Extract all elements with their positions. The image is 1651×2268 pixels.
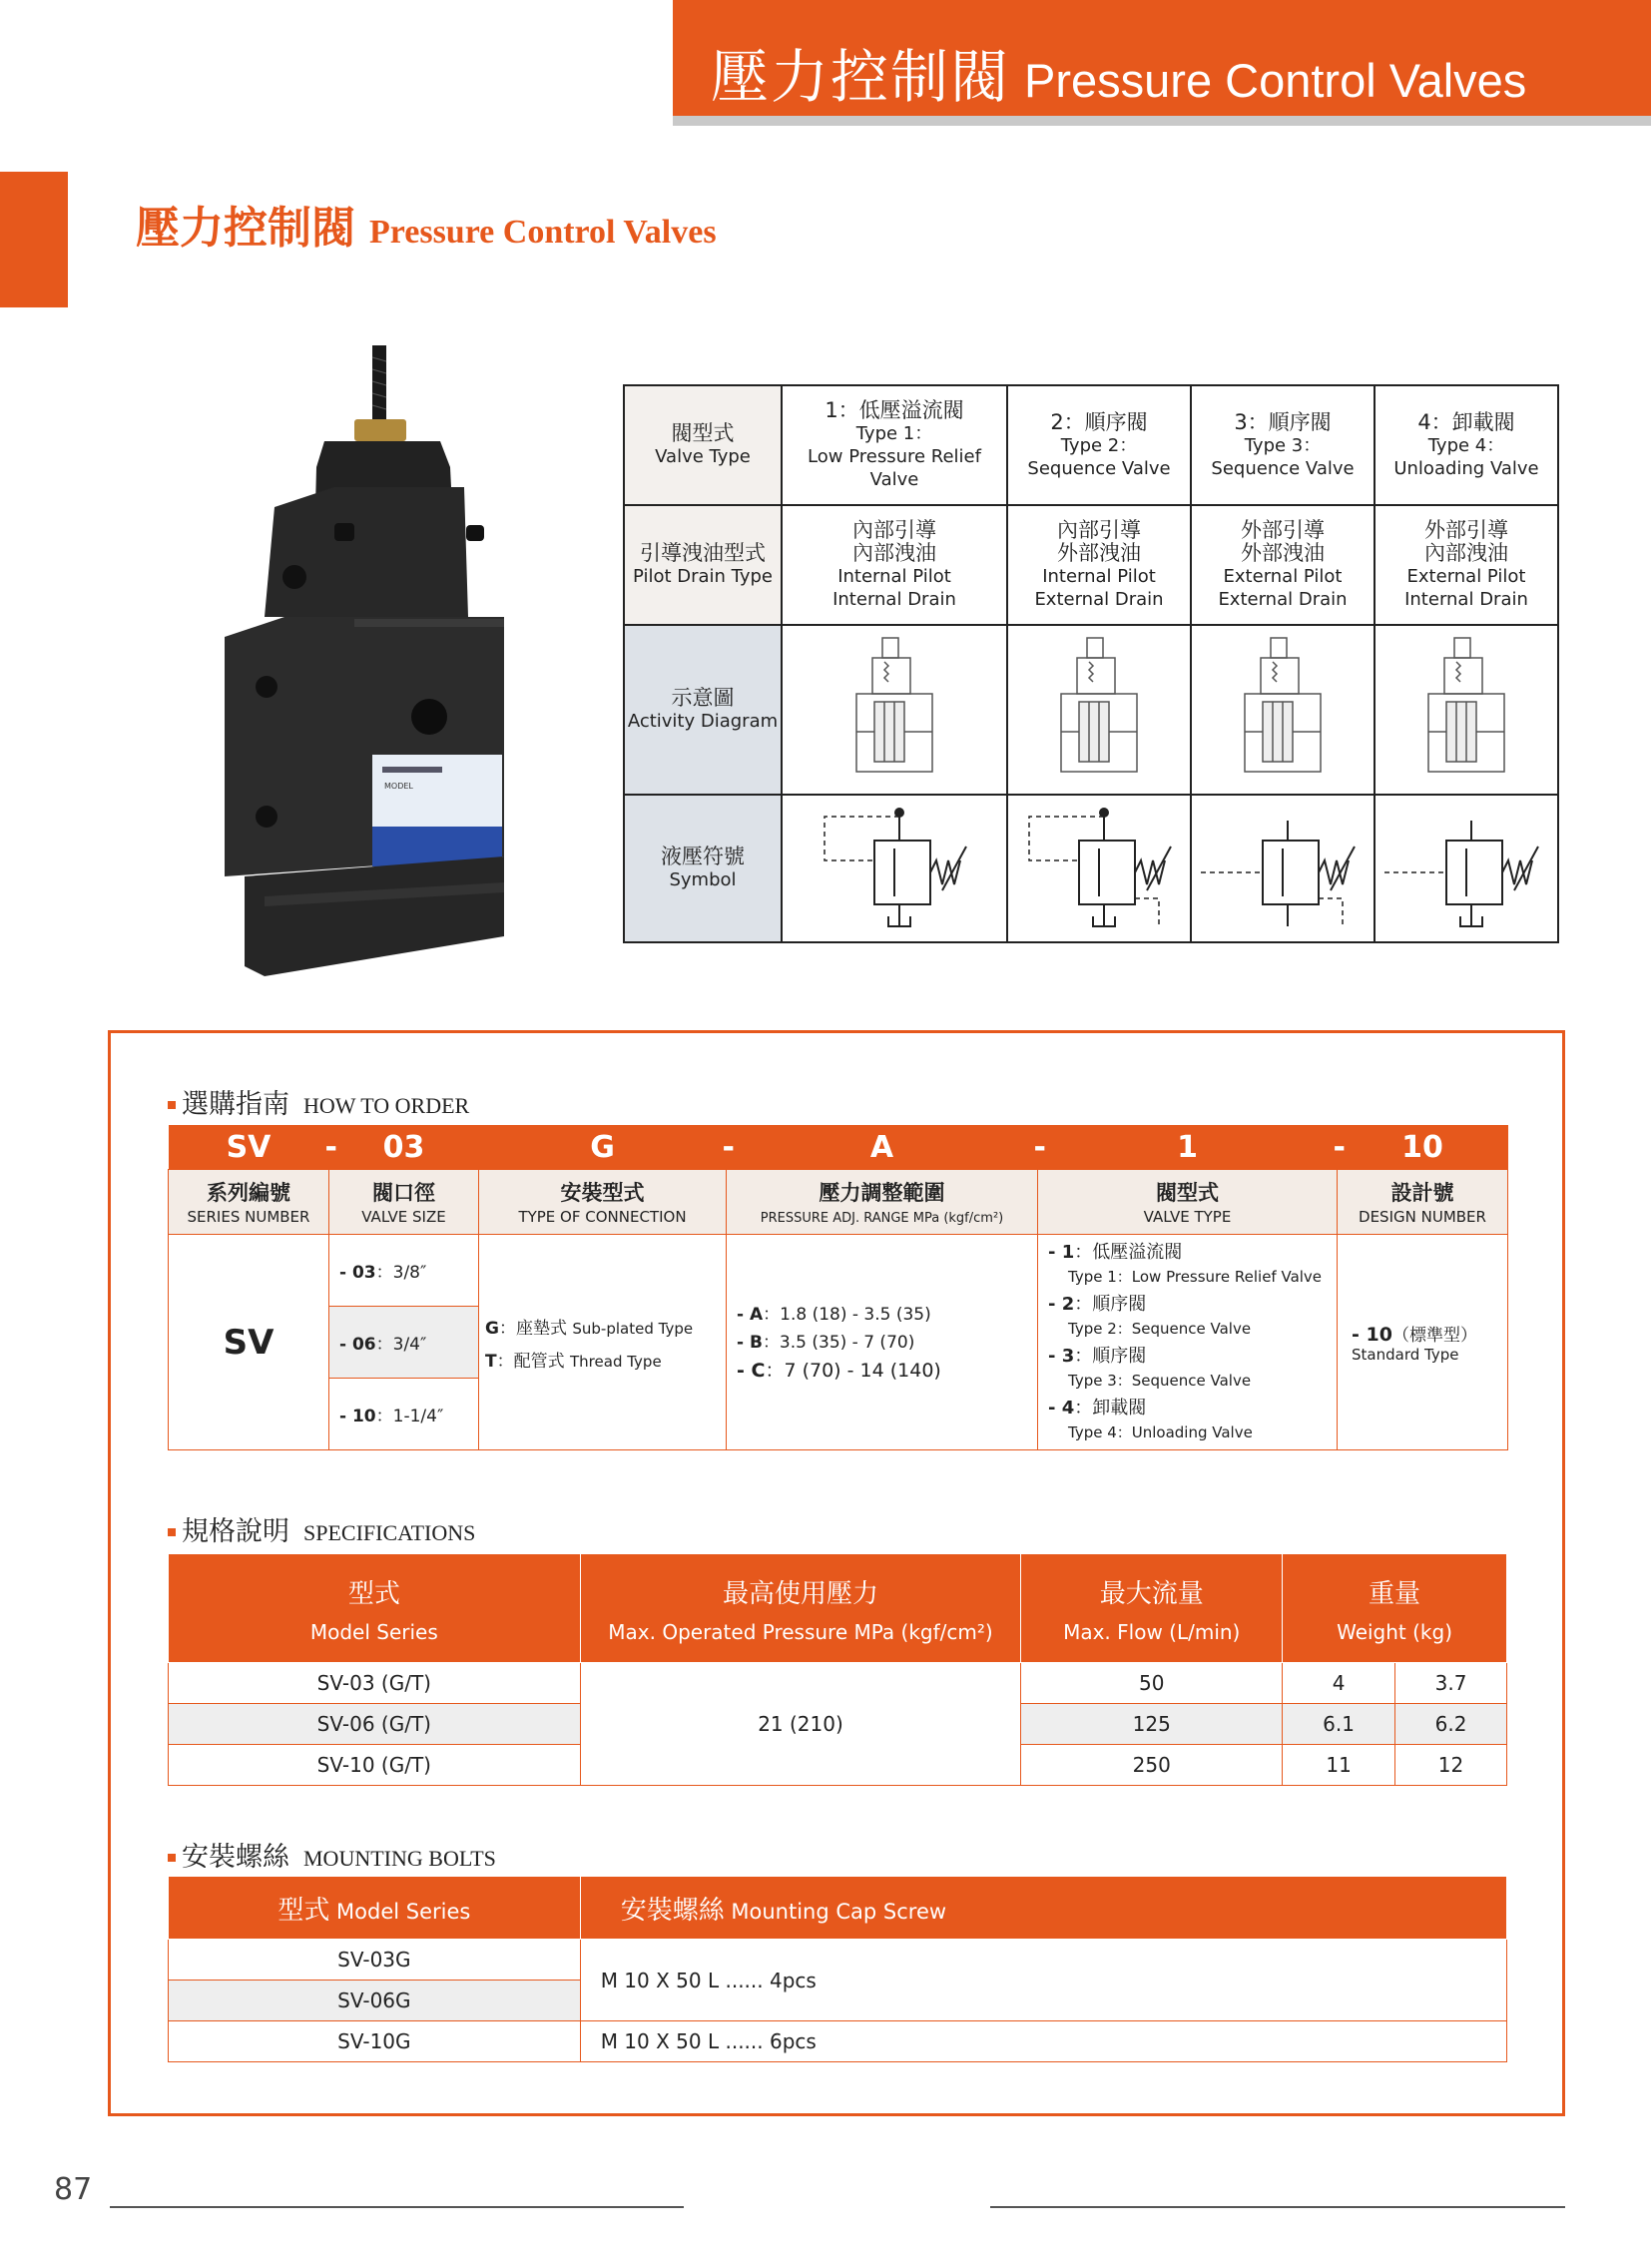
order-column-header-row	[169, 1170, 1508, 1235]
valve-type-4: 4：卸載閥 Type 4： Unloading Valve	[1375, 385, 1558, 505]
col-size: 閥口徑 VALVE SIZE	[329, 1170, 479, 1235]
activity-diagram-row	[624, 625, 1558, 795]
activity-diagram-icon	[1416, 632, 1516, 782]
order-code-row	[169, 1125, 1508, 1170]
size-03: - 03：3/8″	[329, 1235, 479, 1307]
spec-col-weight: 重量 Weight (kg)	[1283, 1554, 1507, 1663]
design-option: - 10（標準型） Standard Type	[1338, 1235, 1508, 1450]
valve-type-3: 3：順序閥 Type 3： Sequence Valve	[1191, 385, 1375, 505]
row-header-activity-diagram: 示意圖 Activity Diagram	[624, 625, 782, 795]
spec-col-flow: 最大流量 Max. Flow (L/min)	[1021, 1554, 1283, 1663]
symbol-3	[1191, 795, 1375, 942]
how-to-order-table	[168, 1125, 1508, 1450]
hydraulic-symbol-icon	[805, 801, 984, 930]
row-header-pilot-drain: 引導洩油型式 Pilot Drain Type	[624, 505, 782, 625]
size-06: - 06：3/4″	[329, 1307, 479, 1379]
hydraulic-symbol-icon	[1009, 801, 1189, 930]
code-size: 03	[382, 1129, 425, 1165]
col-valve-type: 閥型式 VALVE TYPE	[1038, 1170, 1338, 1235]
activity-diagram-3	[1191, 625, 1375, 795]
activity-diagram-1	[782, 625, 1007, 795]
valve-type-table	[623, 384, 1559, 943]
section-title-en: Pressure Control Valves	[369, 214, 717, 251]
code-series: SV	[226, 1129, 272, 1165]
pilot-drain-4: 外部引導 內部洩油 External Pilot Internal Drain	[1375, 505, 1558, 625]
how-to-order-heading: 選購指南 HOW TO ORDER	[168, 1082, 469, 1121]
side-accent-bar	[0, 172, 68, 307]
col-range: 壓力調整範圍 PRESSURE ADJ. RANGE MPa (kgf/cm²)	[727, 1170, 1038, 1235]
row-header-valve-type: 閥型式 Valve Type	[624, 385, 782, 505]
table-row: SV-10G M 10 X 50 L ...... 6pcs	[169, 2021, 1507, 2062]
range-options: - A：1.8 (18) - 3.5 (35) - B：3.5 (35) - 7 (70) - C：7 (70) - 14 (140)	[727, 1235, 1038, 1450]
code-connection: G	[590, 1129, 615, 1165]
header-banner-shadow	[673, 116, 1651, 126]
spec-col-pressure: 最高使用壓力 Max. Operated Pressure MPa (kgf/cm²)	[580, 1554, 1021, 1663]
row-header-symbol: 液壓符號 Symbol	[624, 795, 782, 942]
order-code-strip: SV - 03 G - A - 1 - 10	[169, 1125, 1508, 1169]
series-value: SV	[169, 1235, 329, 1450]
header-title-en: Pressure Control Valves	[1024, 54, 1527, 107]
valve-product-photo	[205, 337, 524, 986]
spec-pressure-value: 21 (210)	[580, 1663, 1021, 1786]
symbol-row	[624, 795, 1558, 942]
table-row: SV-06 (G/T) 125 6.1 6.2	[169, 1704, 1507, 1745]
hydraulic-symbol-icon	[1193, 801, 1373, 930]
table-row: SV-03G M 10 X 50 L ...... 4pcs	[169, 1940, 1507, 1981]
code-valve-type: 1	[1177, 1129, 1198, 1165]
page-number: 87	[54, 2172, 93, 2207]
mounting-bolts-heading: 安裝螺絲 MOUNTING BOLTS	[168, 1835, 496, 1874]
connection-options: G：座墊式 Sub-plated Type T：配管式 Thread Type	[479, 1235, 727, 1450]
bolt-screw-a: M 10 X 50 L ...... 4pcs	[580, 1940, 1506, 2021]
activity-diagram-icon	[1233, 632, 1333, 782]
valve-type-options: - 1：低壓溢流閥 Type 1：Low Pressure Relief Valve - 2：順序閥 Type 2：Sequence Valve - 3：順序閥 Type 3：Sequence Valve - 4：卸載閥 Type 4：Unloading Valve	[1038, 1235, 1338, 1450]
activity-diagram-icon	[844, 632, 944, 782]
valve-type-1: 1：低壓溢流閥 Type 1： Low Pressure Relief Valve	[782, 385, 1007, 505]
pilot-drain-3: 外部引導 外部洩油 External Pilot External Drain	[1191, 505, 1375, 625]
pilot-drain-1: 內部引導 內部洩油 Internal Pilot Internal Drain	[782, 505, 1007, 625]
symbol-4	[1375, 795, 1558, 942]
bolt-screw-b: M 10 X 50 L ...... 6pcs	[580, 2021, 1506, 2062]
photo-model-label: MODEL	[384, 782, 413, 791]
activity-diagram-icon	[1049, 632, 1149, 782]
bolt-col-model: 型式 Model Series	[169, 1877, 581, 1940]
code-range: A	[869, 1129, 894, 1165]
header-title	[711, 30, 1526, 114]
specifications-heading: 規格說明 SPECIFICATIONS	[168, 1509, 475, 1548]
col-series: 系列編號 SERIES NUMBER	[169, 1170, 329, 1235]
table-row: SV-06G	[169, 1981, 1507, 2021]
spec-col-model: 型式 Model Series	[169, 1554, 581, 1663]
symbol-2	[1007, 795, 1191, 942]
bolt-header-row	[169, 1877, 1507, 1940]
footer-rule-right	[990, 2206, 1565, 2208]
specifications-table	[168, 1553, 1507, 1786]
spec-header-row	[169, 1554, 1507, 1663]
table-row: SV-10 (G/T) 250 11 12	[169, 1745, 1507, 1786]
size-10: - 10：1-1/4″	[329, 1379, 479, 1450]
symbol-1	[782, 795, 1007, 942]
valve-type-row	[624, 385, 1558, 505]
col-connection: 安裝型式 TYPE OF CONNECTION	[479, 1170, 727, 1235]
footer-rule-left	[110, 2206, 684, 2208]
code-design: 10	[1401, 1129, 1443, 1165]
section-title	[136, 192, 717, 256]
table-row: SV-03 (G/T) 21 (210) 50 4 3.7	[169, 1663, 1507, 1704]
section-title-zh: 壓力控制閥	[136, 203, 355, 254]
bolt-col-screw: 安裝螺絲 Mounting Cap Screw	[580, 1877, 1506, 1940]
pilot-drain-row	[624, 505, 1558, 625]
activity-diagram-4	[1375, 625, 1558, 795]
hydraulic-symbol-icon	[1376, 801, 1556, 930]
valve-type-2: 2：順序閥 Type 2： Sequence Valve	[1007, 385, 1191, 505]
pilot-drain-2: 內部引導 外部洩油 Internal Pilot External Drain	[1007, 505, 1191, 625]
header-title-zh: 壓力控制閥	[711, 43, 1011, 111]
mounting-bolts-table	[168, 1876, 1507, 2062]
col-design: 設計號 DESIGN NUMBER	[1338, 1170, 1508, 1235]
activity-diagram-2	[1007, 625, 1191, 795]
